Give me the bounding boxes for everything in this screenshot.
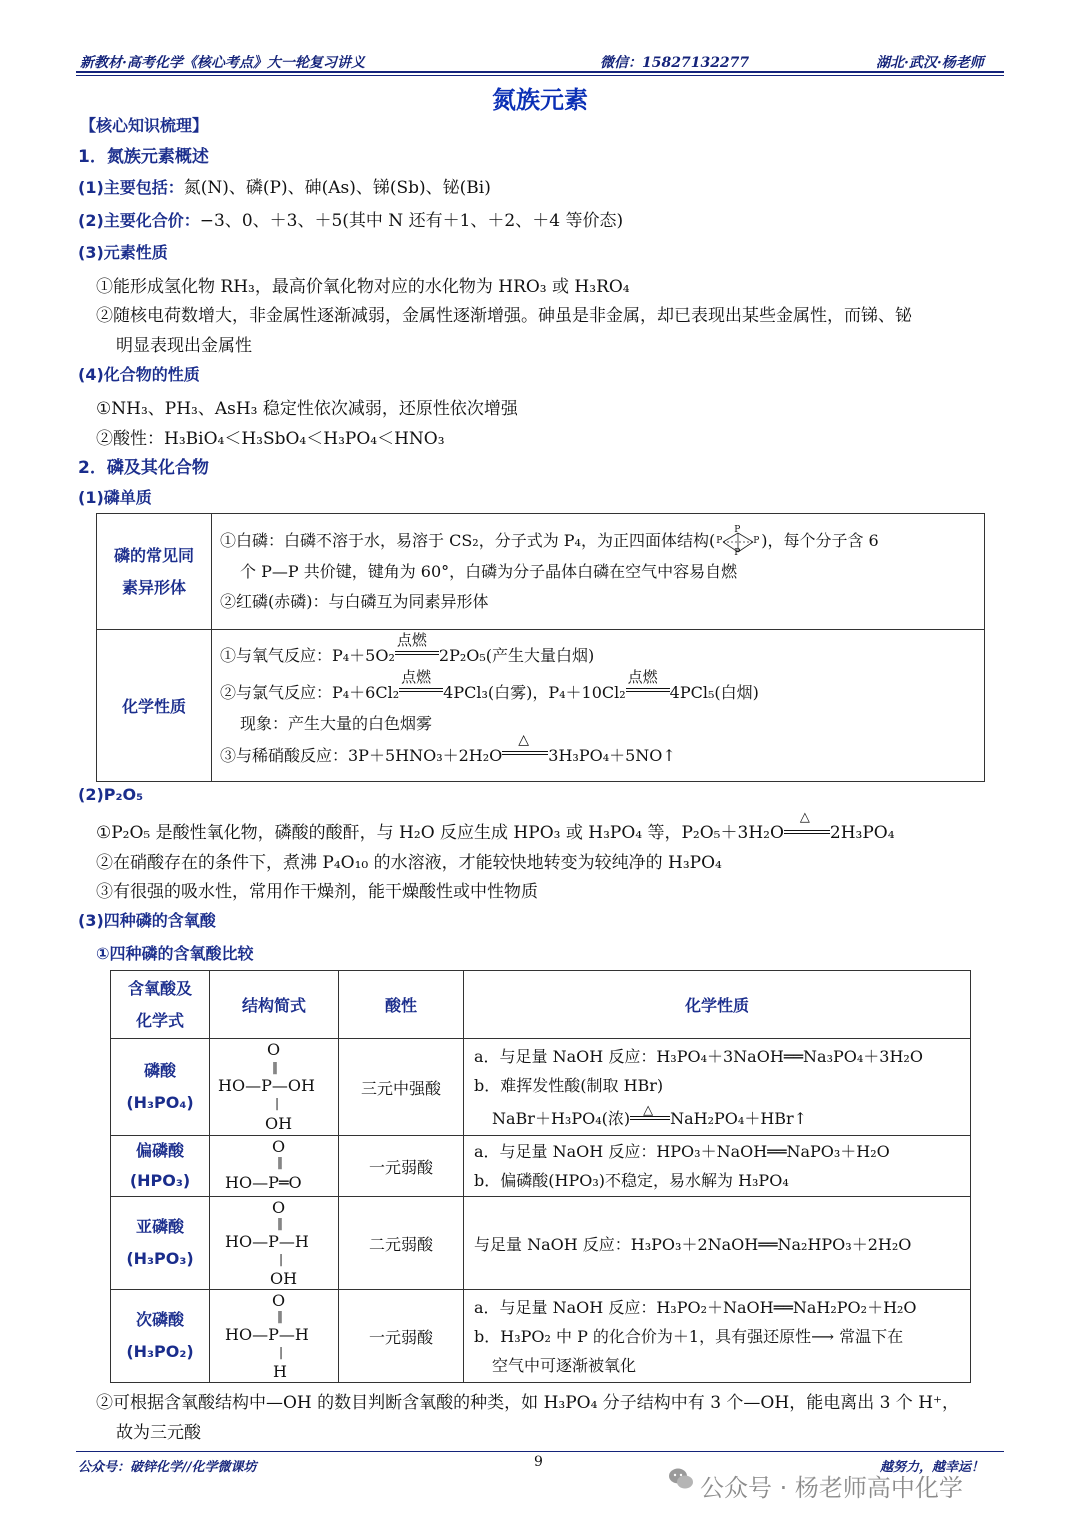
- heat-arrow-1: [502, 732, 548, 761]
- s1-p1-label: (1)主要包括：: [78, 178, 184, 197]
- s1-p4-line1: ①NH₃、PH₃、AsH₃ 稳定性依次减弱，还原性依次增强: [96, 399, 518, 419]
- t1-row2-line2a: ②与氯气反应：P₄＋6Cl₂: [220, 683, 400, 702]
- s2-p3-label: (3)四种磷的含氧酸: [78, 911, 216, 930]
- t1-row2-line4a: ③与稀硝酸反应：3P＋5HNO₃＋2H₂O: [220, 746, 503, 765]
- t2-row3-prop: 与足量 NaOH 反应：H₃PO₃＋2NaOH══Na₂HPO₃＋2H₂O: [474, 1234, 912, 1254]
- watermark-text: 公众号 · 杨老师高中化学: [700, 1474, 963, 1502]
- section-1-heading: 1．氮族元素概述: [78, 147, 209, 167]
- s2-p1-label: (1)磷单质: [78, 488, 152, 507]
- header-center: 微信：15827132277: [600, 55, 750, 71]
- heat-cond-3: △: [643, 1102, 654, 1118]
- header-right: 湖北·武汉·杨老师: [876, 55, 984, 71]
- s2-p2-label: (2)P₂O₅: [78, 785, 144, 804]
- t1-row1-head: [97, 514, 212, 630]
- section-2-heading: 2．磷及其化合物: [78, 458, 209, 478]
- wechat-icon: [668, 1466, 694, 1492]
- p-atom-bottom: P: [734, 547, 741, 558]
- t1-row2-line1b: 2P₂O₅(产生大量白烟): [438, 646, 595, 665]
- footer-left: 公众号：破锌化学//化学微课坊: [78, 1460, 257, 1475]
- s2-p2-line1a: ①P₂O₅ 是酸性氧化物，磷酸的酸酐，与 H₂O 反应生成 HPO₃ 或 H₃PO₄ 等，P₂O₅＋3H₂O: [96, 823, 784, 843]
- t1-reaction-chlorine: [220, 668, 984, 711]
- t2-row1-formula: (H₃PO₄): [126, 1093, 194, 1112]
- t1-row1-body: [212, 514, 985, 630]
- heat-cond-2: △: [799, 810, 810, 825]
- heat-cond-1: △: [518, 732, 530, 748]
- s2-p2-line1b: 2H₃PO₄: [829, 823, 895, 843]
- p-atom-left: P: [716, 535, 723, 546]
- t2-row2-prop-a: a．与足量 NaOH 反应：HPO₃＋NaOH══NaPO₃＋H₂O: [474, 1142, 890, 1161]
- t2-row1-s-mid: HO—P—OH: [218, 1075, 315, 1095]
- s1-p3-line2: ②随核电荷数增大，非金属性逐渐减弱，金属性逐渐增强。砷虽是非金属，却已表现出某些金属性，而锑、铋: [96, 306, 912, 326]
- s1-p4-label: (4)化合物的性质: [78, 365, 200, 384]
- t1-row2-line3: 现象：产生大量的白色烟雾: [240, 714, 433, 733]
- t1-row2-line4b: 3H₃PO₄＋5NO↑: [548, 746, 676, 765]
- t2-row2-acidity-text: 一元弱酸: [368, 1157, 433, 1177]
- t1-row2-line2c: 4PCl₅(白烟): [669, 683, 759, 702]
- t1-row2-head: [97, 630, 212, 782]
- t2-row1-prop-b: b．难挥发性酸(制取 HBr): [474, 1075, 664, 1095]
- t1-row2-line2b: 4PCl₃(白雾)，P₄＋10Cl₂: [443, 683, 626, 702]
- t2-row3-s-bot: OH: [270, 1268, 298, 1288]
- t2-header-structure-text: 结构简式: [241, 996, 306, 1015]
- t2-header-acidity-text: 酸性: [384, 996, 417, 1015]
- s1-p2-text: −3、0、＋3、＋5(其中 N 还有＋1、＋2、＋4 等价态): [199, 211, 624, 231]
- t1-row1-head-line2: 素异形体: [121, 577, 186, 597]
- t2-header-props-text: 化学性质: [684, 996, 749, 1015]
- t2-row1-extra-a: NaBr＋H₃PO₄(浓): [492, 1108, 631, 1128]
- s2-p2-line1: [96, 810, 895, 843]
- t2-row3-formula: (H₃PO₃): [126, 1249, 194, 1268]
- t2-row4-acid: [111, 1290, 210, 1383]
- t1-reaction-nitric: [220, 732, 984, 774]
- footer-right: 越努力，越幸运！: [880, 1460, 985, 1475]
- t2-row1-acid: [111, 1039, 210, 1136]
- t1-row2-line1a: ①与氧气反应：P₄＋5O₂: [220, 646, 395, 665]
- t2-row2-acidity: [339, 1136, 464, 1197]
- ignite-cond-2: 点燃: [401, 668, 432, 686]
- t2-row4-formula: (H₃PO₂): [126, 1342, 194, 1361]
- phosphorus-table: [96, 513, 985, 782]
- t2-row2-acid: [111, 1136, 210, 1197]
- t2-row2-prop-b: b．偏磷酸(HPO₃)不稳定，易水解为 H₃PO₄: [474, 1171, 789, 1190]
- t2-row2-s-top: O: [272, 1137, 286, 1156]
- t2-row1-prop-a: a．与足量 NaOH 反应：H₃PO₄＋3NaOH══Na₃PO₄＋3H₂O: [474, 1046, 923, 1066]
- footer-rule: [76, 1451, 1004, 1452]
- t2-row1-s-top: O: [267, 1039, 281, 1059]
- oxyacid-table: [110, 970, 971, 1383]
- ignite-arrow-2: [399, 668, 443, 698]
- s1-p1: [78, 173, 491, 198]
- t2-row1-s-bot: OH: [265, 1113, 293, 1133]
- t2-row4-name: 次磷酸: [135, 1310, 184, 1329]
- t2-row3-props: [464, 1197, 971, 1290]
- s2-p2-line2: ②在硝酸存在的条件下，煮沸 P₄O₁₀ 的水溶液，才能较快地转变为较纯净的 H₃PO₄: [96, 853, 722, 873]
- t2-row2-structure: O ‖ HO—P═O: [210, 1136, 339, 1197]
- t2-row3-name: 亚磷酸: [135, 1217, 184, 1236]
- t1-row1-line1b: )，每个分子含 6: [761, 531, 879, 551]
- t1-row1-head-line1: 磷的常见同: [113, 545, 194, 565]
- t1-reaction-oxygen: [220, 631, 984, 674]
- ignite-cond-1: 点燃: [396, 631, 427, 649]
- t2-row1-extra-b: NaH₂PO₄＋HBr↑: [670, 1108, 808, 1128]
- heat-arrow-2: [784, 810, 830, 838]
- t2-row3-s-mid: HO—P—H: [225, 1231, 309, 1251]
- s2-p3-line3: 故为三元酸: [116, 1423, 201, 1443]
- t2-row1-props: [464, 1039, 971, 1136]
- t2-row1-extra: [474, 1104, 970, 1133]
- t2-row3-acid: [111, 1197, 210, 1290]
- p-atom-right: P: [753, 535, 760, 546]
- t2-row3-structure: O ‖ HO—P—H | OH: [210, 1197, 339, 1290]
- heat-arrow-3: [630, 1102, 670, 1124]
- t1-row2-head-text: 化学性质: [121, 697, 186, 716]
- t2-row2-s-mid: HO—P═O: [225, 1173, 302, 1192]
- t1-row1-line2: 个 P—P 共价键，键角为 60°，白磷为分子晶体白磷在空气中容易自燃: [240, 561, 738, 581]
- t2-row3-acidity: [339, 1197, 464, 1290]
- t2-row4-prop-a: a．与足量 NaOH 反应：H₃PO₂＋NaOH══NaH₂PO₂＋H₂O: [474, 1297, 917, 1317]
- t2-row3-acidity-text: 二元弱酸: [368, 1234, 433, 1254]
- t2-row4-acidity: [339, 1290, 464, 1383]
- t2-row1-acidity-text: 三元中强酸: [360, 1078, 441, 1098]
- t2-row4-structure: O ‖ HO—P—H | H: [210, 1290, 339, 1383]
- t2-row3-s-top: O: [272, 1197, 286, 1217]
- t1-row1-line3: ②红磷(赤磷)：与白磷互为同素异形体: [220, 591, 489, 611]
- s1-p2-label: (2)主要化合价：: [78, 211, 200, 230]
- t2-row4-acidity-text: 一元弱酸: [368, 1327, 433, 1347]
- t2-row4-prop-c: 空气中可逐渐被氧化: [492, 1355, 637, 1375]
- t2-row1-acidity: [339, 1039, 464, 1136]
- p4-tetrahedron-diagram: [715, 524, 761, 558]
- p-atom-top: P: [734, 524, 741, 535]
- t2-row2-name: 偏磷酸: [135, 1141, 184, 1160]
- t1-row1-line1a: ①白磷：白磷不溶于水，易溶于 CS₂，分子式为 P₄，为正四面体结构(: [220, 531, 716, 551]
- header-rule: [76, 71, 1004, 73]
- t2-row4-prop-b: b．H₃PO₂ 中 P 的化合价为＋1，具有强还原性⟶ 常温下在: [474, 1326, 904, 1346]
- ignite-arrow-3: [626, 668, 670, 698]
- s1-p4-line2: ②酸性：H₃BiO₄＜H₃SbO₄＜H₃PO₄＜HNO₃: [96, 429, 445, 449]
- t2-header-acid: [111, 971, 210, 1039]
- t2-header-acid-l2: 化学式: [135, 1010, 184, 1030]
- s2-p3-line2: ②可根据含氧酸结构中—OH 的数目判断含氧酸的种类，如 H₃PO₄ 分子结构中有 3 个—OH，能电离出 3 个 H⁺，: [96, 1393, 960, 1413]
- t2-row4-s-top: O: [272, 1290, 286, 1310]
- t2-header-acid-l1: 含氧酸及: [127, 978, 192, 998]
- t1-row2-body: [212, 630, 985, 782]
- s1-p2: [78, 206, 623, 231]
- s1-p1-text: 氮(N)、磷(P)、砷(As)、锑(Sb)、铋(Bi): [183, 178, 491, 198]
- header-rule-thin: [76, 75, 1004, 76]
- s2-p3-sub: ①四种磷的含氧酸比较: [96, 944, 254, 963]
- page-number: 9: [534, 1454, 543, 1470]
- t2-row2-formula: (HPO₃): [129, 1171, 191, 1190]
- core-label: 【核心知识梳理】: [80, 116, 209, 135]
- t2-row4-s-mid: HO—P—H: [225, 1324, 309, 1344]
- header-left: 新教材·高考化学《核心考点》大一轮复习讲义: [80, 55, 365, 71]
- s2-p2-line3: ③有很强的吸水性，常用作干燥剂，能干燥酸性或中性物质: [96, 882, 538, 902]
- s1-p3-line1: ①能形成氢化物 RH₃，最高价氧化物对应的水化物为 HRO₃ 或 H₃RO₄: [96, 277, 630, 297]
- t2-header-props: [464, 971, 971, 1039]
- s1-p3-label: (3)元素性质: [78, 243, 168, 262]
- t2-row4-props: [464, 1290, 971, 1383]
- t2-row2-props: [464, 1136, 971, 1197]
- page-title: 氮族元素: [492, 85, 588, 114]
- t2-row4-s-bot: H: [273, 1361, 287, 1381]
- t2-header-structure: [210, 971, 339, 1039]
- s1-p3-line3: 明显表现出金属性: [116, 336, 252, 356]
- t2-row1-name: 磷酸: [143, 1061, 176, 1080]
- t2-row1-structure: O ‖ HO—P—OH | OH: [210, 1039, 339, 1136]
- t2-header-acidity: [339, 971, 464, 1039]
- ignite-cond-3: 点燃: [627, 668, 658, 686]
